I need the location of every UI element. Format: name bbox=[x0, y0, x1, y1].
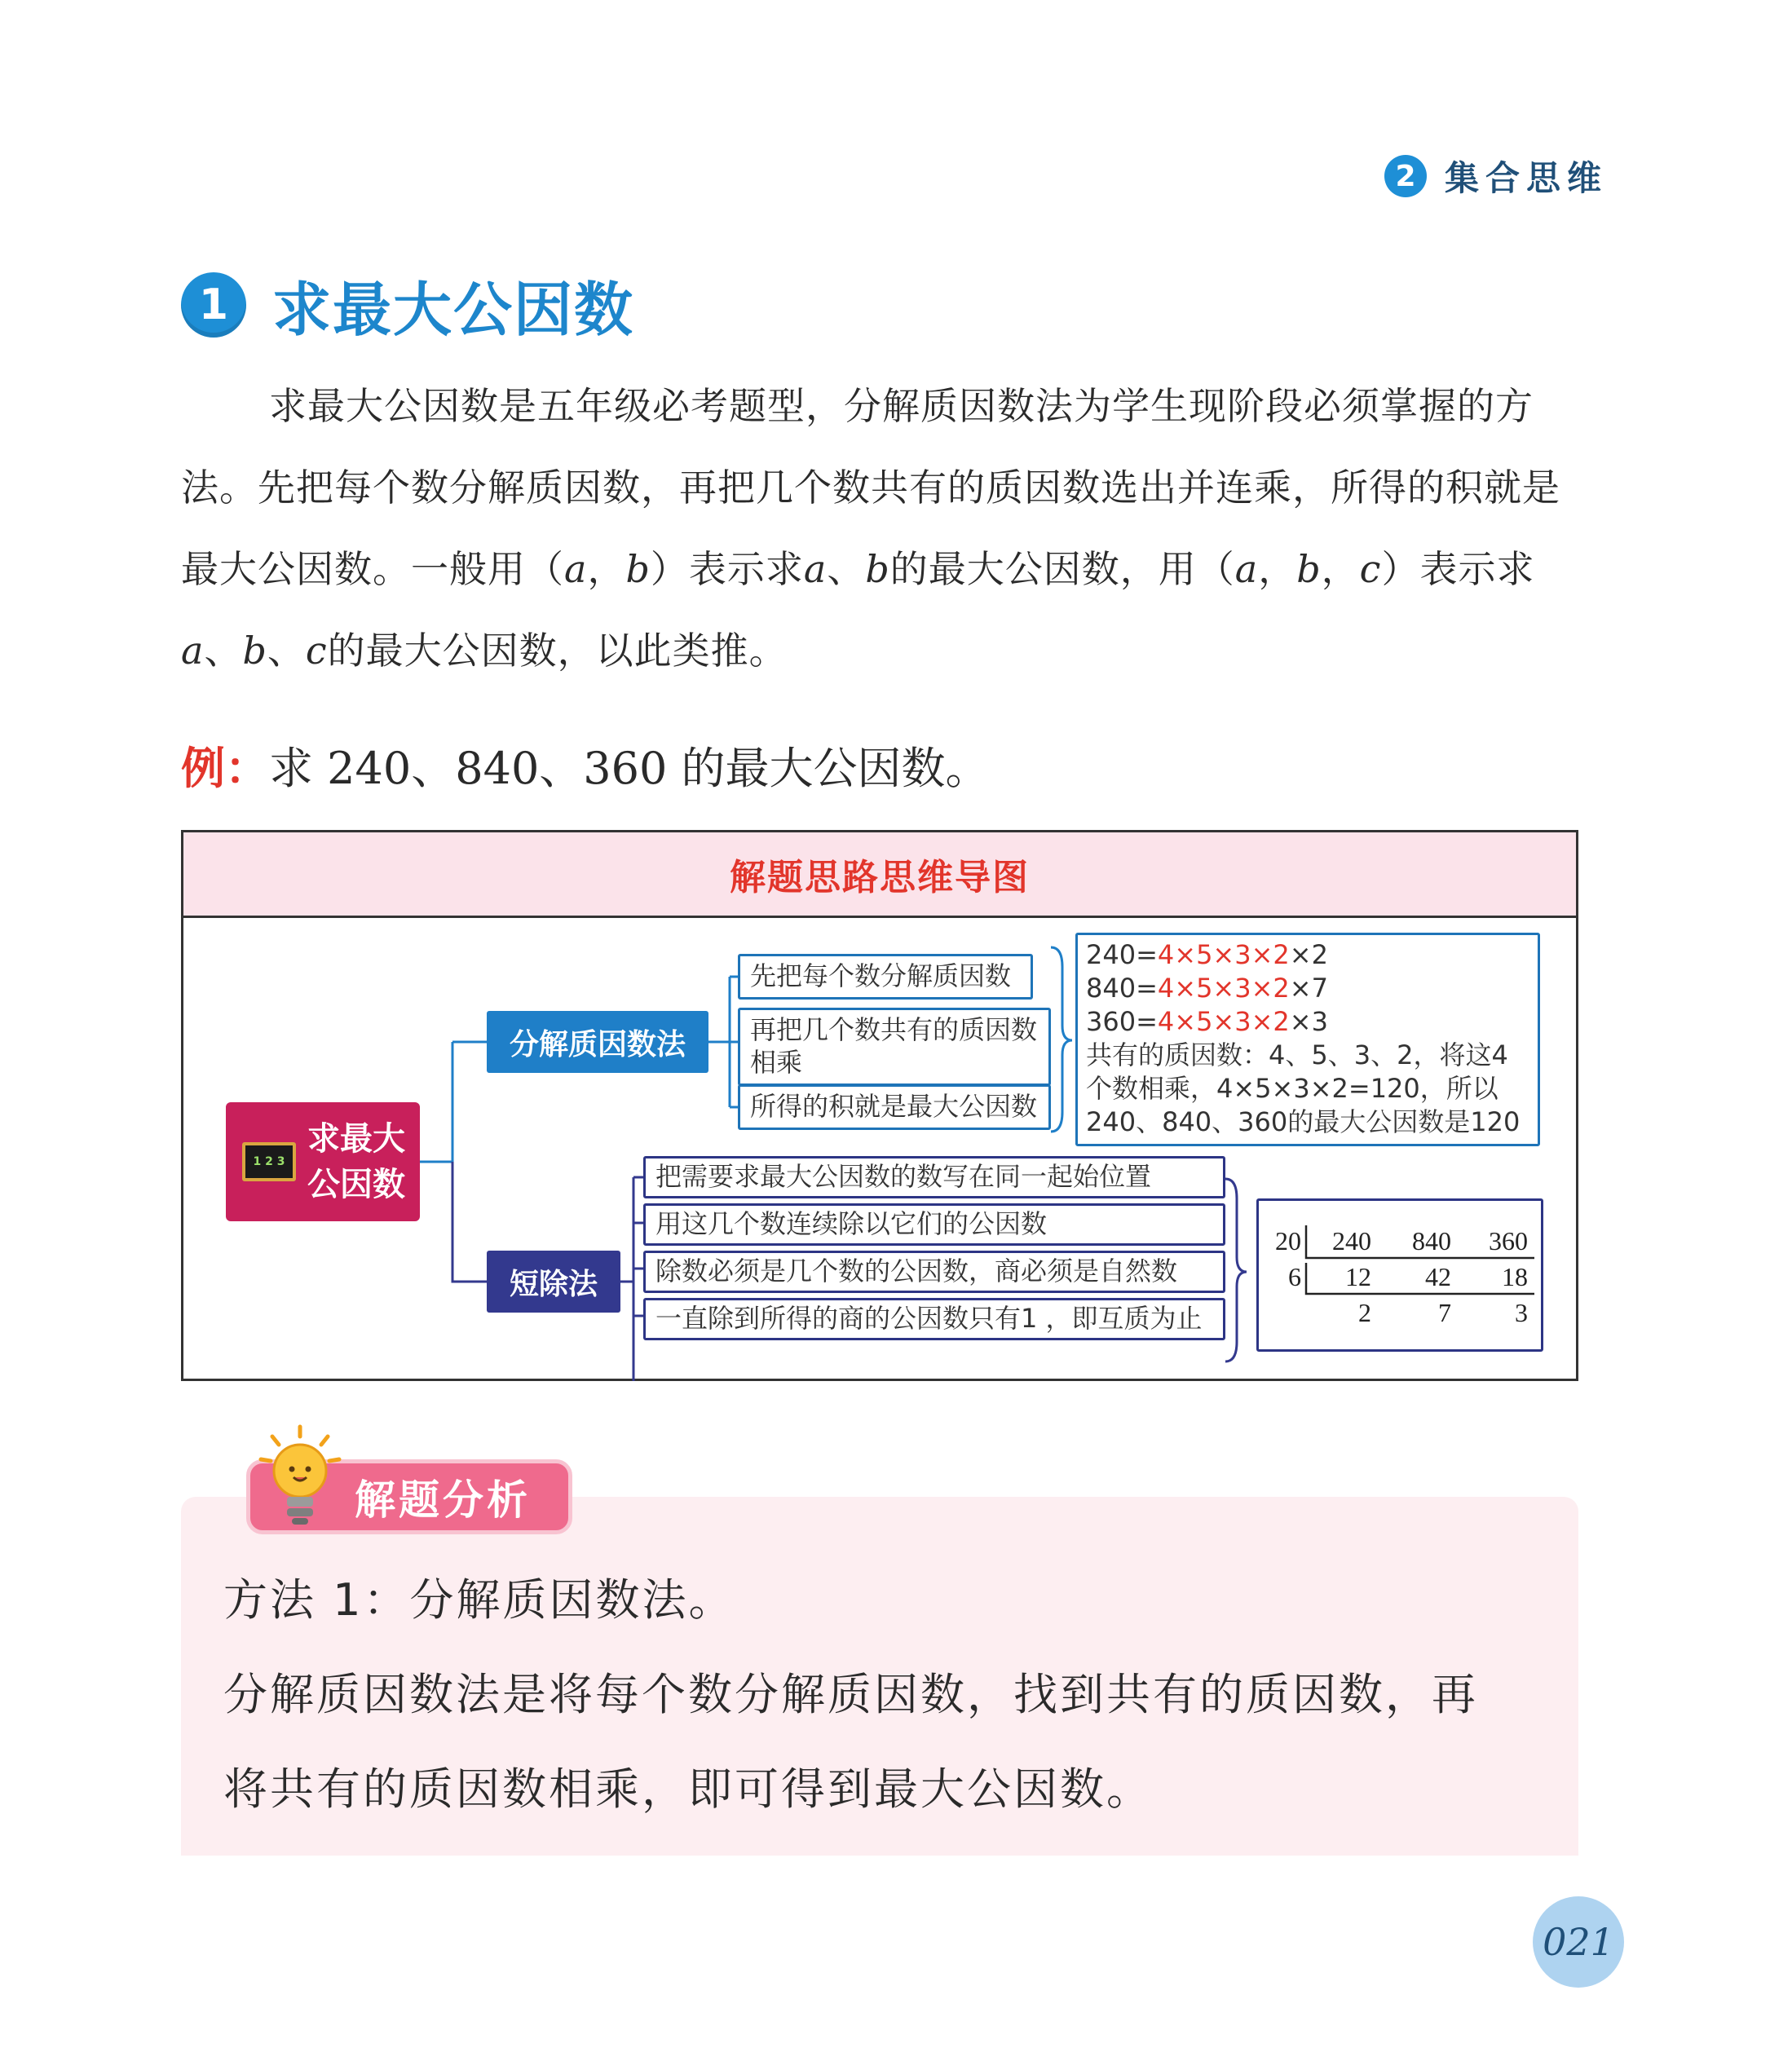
short-division-box bbox=[1256, 1198, 1543, 1352]
intro-paragraph: 求最大公因数是五年级必考题型，分解质因数法为学生现阶段必须掌握的方法。先把每个数分解质因数，再把几个数共有的质因数选出并连乘，所得的积就是最大公因数。一般用（a，b）表示求a、b的最大公因数，用（a，b，c）表示求a、b、c的最大公因数，以此类推。 bbox=[181, 384, 1560, 673]
quot-42: 42 bbox=[1425, 1262, 1451, 1291]
example-text: 求 240、840、360 的最大公因数。 bbox=[269, 743, 990, 794]
step-b3: 除数必须是几个数的公因数，商必须是自然数 bbox=[643, 1251, 1225, 1293]
step-b2: 用这几个数连续除以它们的公因数 bbox=[643, 1203, 1225, 1246]
quot-18: 18 bbox=[1502, 1262, 1528, 1291]
quot-2: 2 bbox=[1358, 1298, 1371, 1327]
quot-3: 3 bbox=[1515, 1298, 1528, 1327]
lightbulb-icon bbox=[258, 1422, 342, 1536]
section-title-text: 求最大公因数 bbox=[272, 276, 635, 344]
root-node bbox=[226, 1102, 420, 1221]
method-title: 方法 1：分解质因数法。 bbox=[223, 1574, 735, 1626]
method-desc-line2: 将共有的质因数相乘，即可得到最大公因数。 bbox=[223, 1763, 1153, 1815]
factor-line-360: 360=4×5×3×2×3 bbox=[1086, 1006, 1328, 1037]
step-b4: 一直除到所得的商的公因数只有1 ，即互质为止 bbox=[643, 1298, 1225, 1340]
num-360: 360 bbox=[1489, 1226, 1528, 1256]
factor-line-840: 840=4×5×3×2×7 bbox=[1086, 973, 1328, 1004]
chalkboard-icon: 1 2 3 bbox=[242, 1142, 296, 1181]
root-label-line1: 求最大 bbox=[307, 1120, 405, 1158]
factor-conclusion: 共有的质因数：4、5、3、2，将这4个数相乘，4×5×3×2=120，所以240、840、360的最大公因数是120 bbox=[1086, 1039, 1521, 1137]
step-a1: 先把每个数分解质因数 bbox=[738, 954, 1033, 1000]
short-division-diagram bbox=[1259, 1201, 1541, 1349]
factorization-result-box bbox=[1075, 933, 1540, 1146]
step-a3: 所得的积就是最大公因数 bbox=[738, 1084, 1051, 1130]
analysis-tag-text: 解题分析 bbox=[355, 1476, 531, 1524]
mind-map-body bbox=[183, 918, 1576, 1381]
divisor-2: 6 bbox=[1288, 1262, 1301, 1291]
divisor-1: 20 bbox=[1275, 1226, 1301, 1256]
factor-line-240: 240=4×5×3×2×2 bbox=[1086, 939, 1328, 970]
section-title bbox=[181, 263, 634, 347]
step-b1: 把需要求最大公因数的数写在同一起始位置 bbox=[643, 1156, 1225, 1198]
mind-map-title: 解题思路思维导图 bbox=[183, 832, 1576, 918]
section-number-badge: 1 bbox=[181, 272, 246, 338]
quot-12: 12 bbox=[1345, 1262, 1371, 1291]
page-number: 021 bbox=[1533, 1896, 1624, 1988]
chapter-title: 集合思维 bbox=[1444, 158, 1608, 198]
chapter-number-badge: 2 bbox=[1384, 155, 1427, 197]
num-840: 840 bbox=[1412, 1226, 1451, 1256]
mind-map bbox=[181, 830, 1578, 1381]
method-desc-line1: 分解质因数法是将每个数分解质因数，找到共有的质因数，再 bbox=[223, 1669, 1478, 1720]
branch-factorization: 分解质因数法 bbox=[487, 1011, 708, 1073]
quot-7: 7 bbox=[1438, 1298, 1451, 1327]
division-bracket-2 bbox=[1306, 1263, 1534, 1294]
root-label-line2: 公因数 bbox=[307, 1166, 405, 1203]
chapter-header bbox=[1384, 152, 1608, 201]
step-a2: 再把几个数共有的质因数相乘 bbox=[738, 1008, 1051, 1086]
example-label: 例： bbox=[181, 743, 269, 794]
num-240: 240 bbox=[1332, 1226, 1371, 1256]
branch-short-division: 短除法 bbox=[487, 1251, 620, 1313]
example-question bbox=[181, 734, 990, 797]
